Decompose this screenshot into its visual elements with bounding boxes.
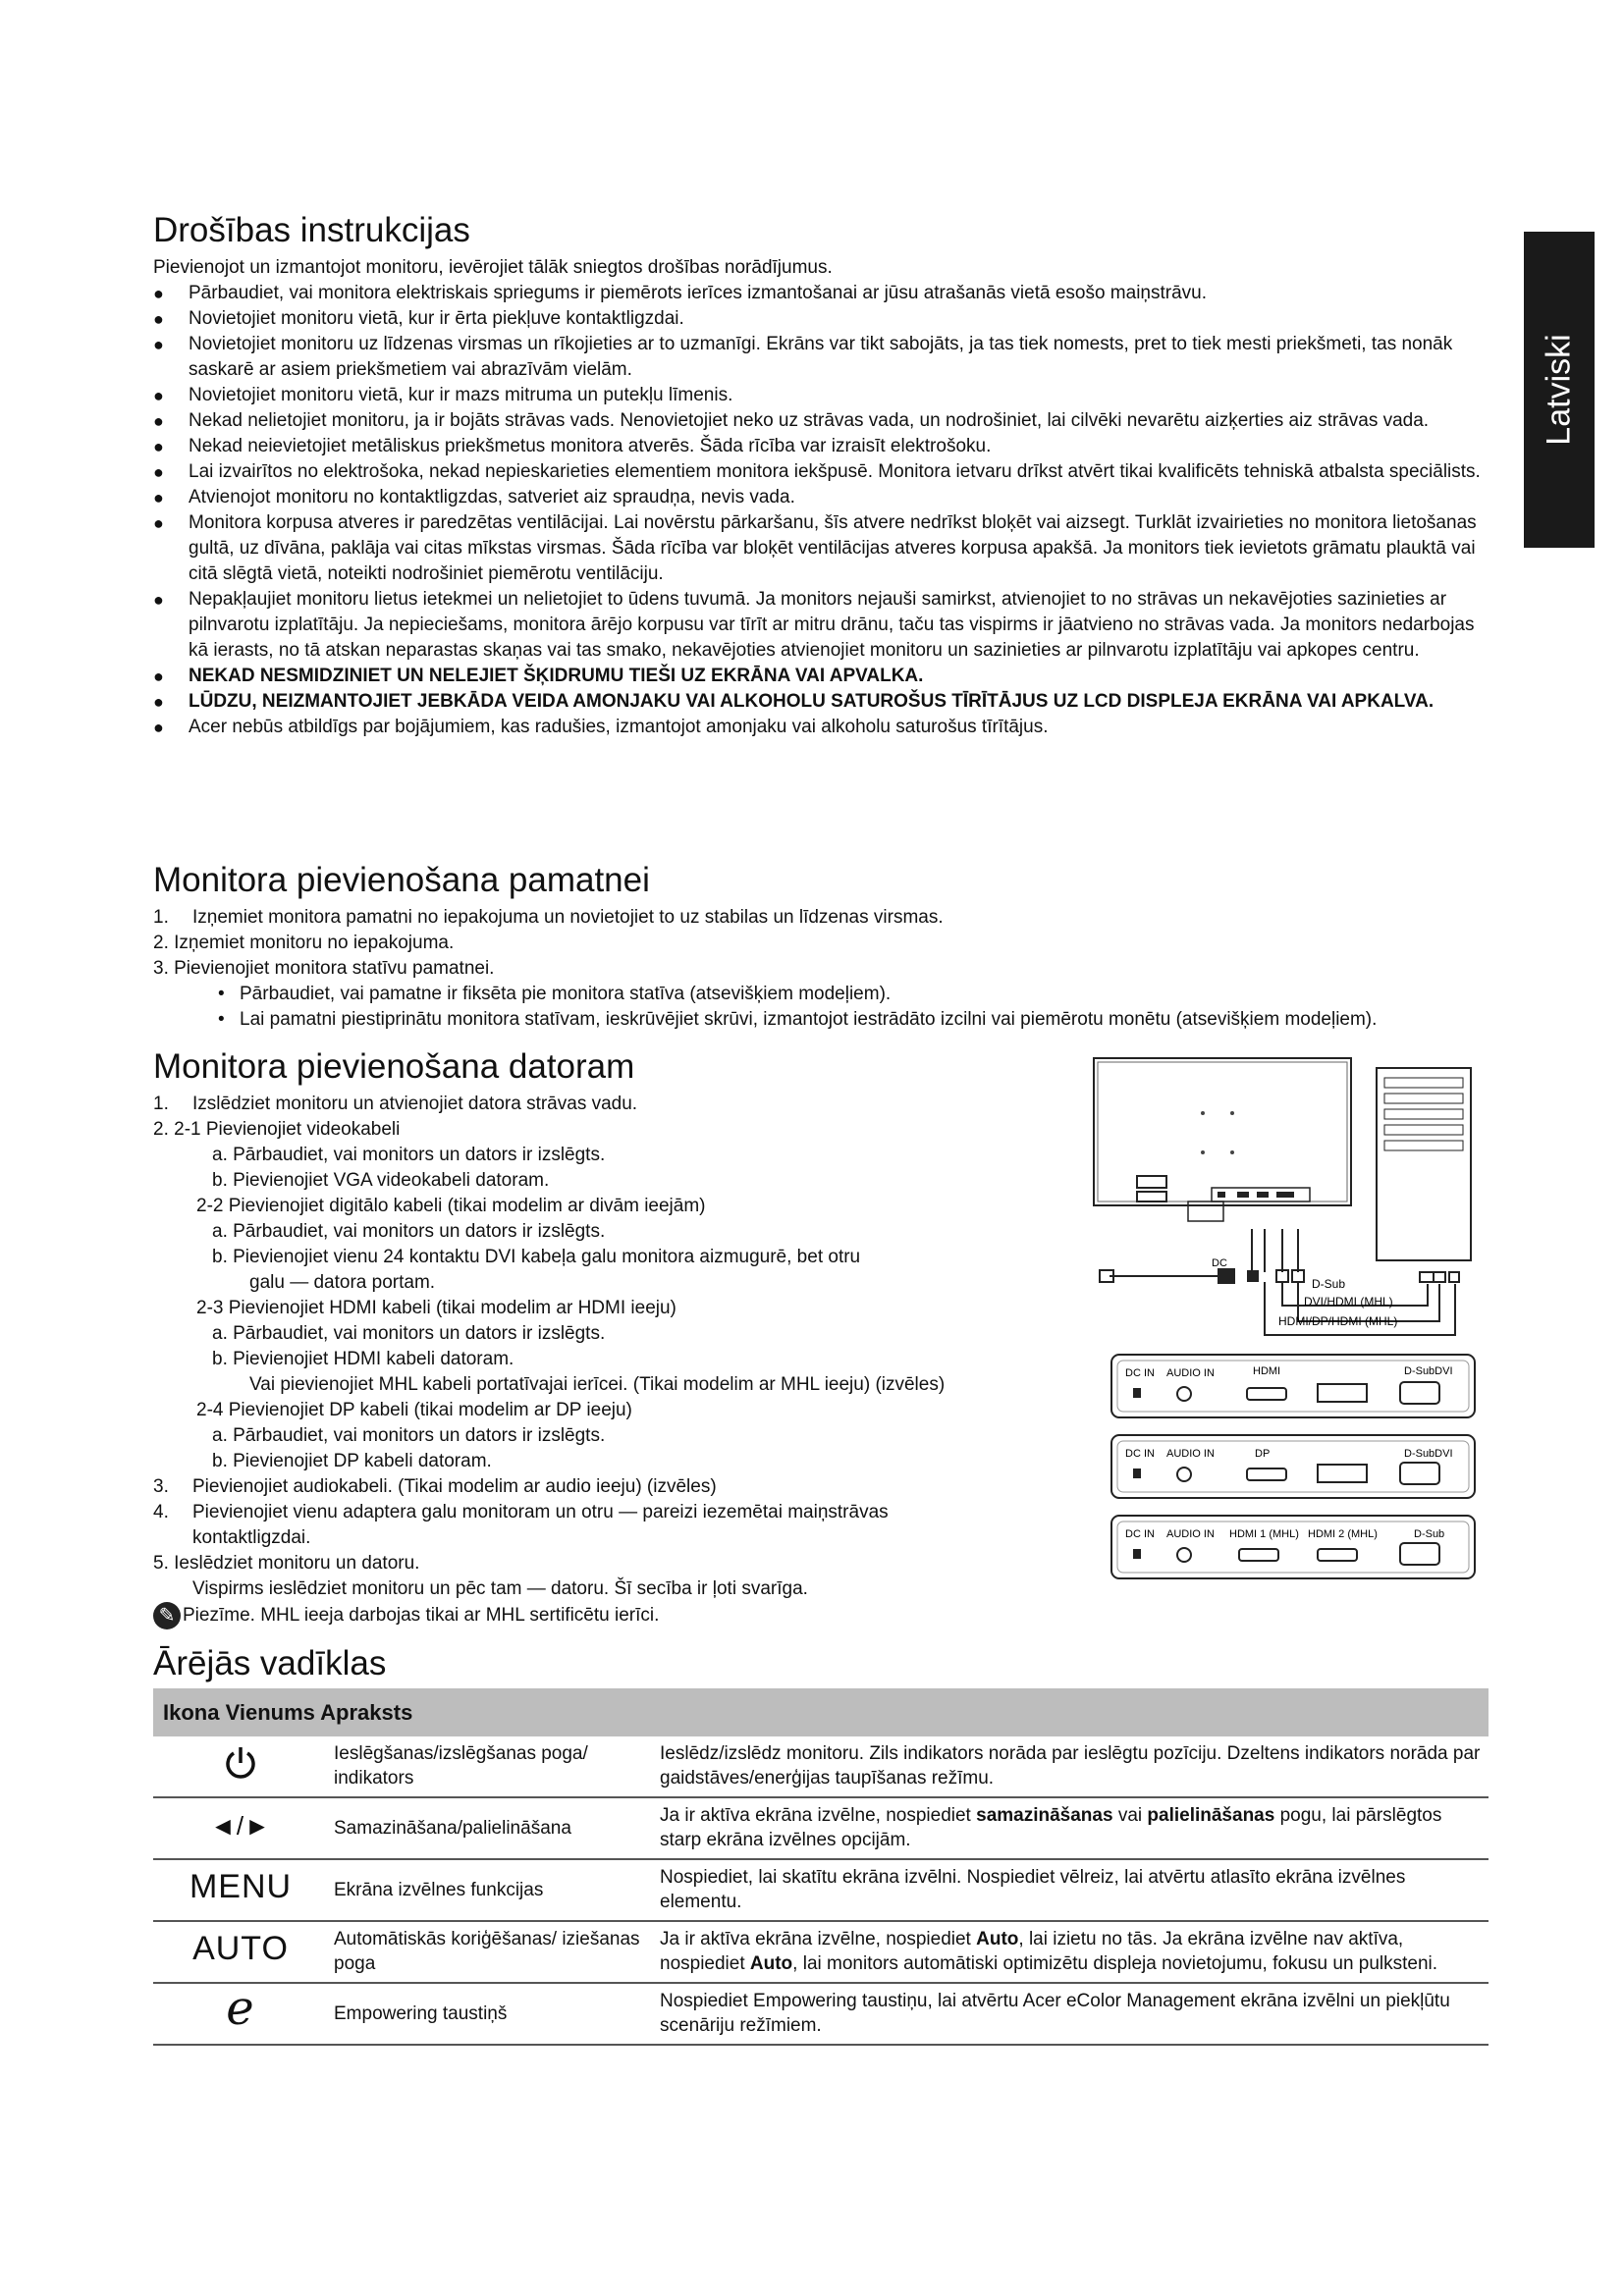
connect-step-line: 2. 2-1 Pievienojiet videokabeli [153, 1119, 401, 1140]
step-text: Pievienojiet audiokabeli. (Tikai modelim ar audio ieeju) (izvēles) [192, 1476, 717, 1497]
connect-step-line: Vai pievienojiet MHL kabeli portatīvajai ierīcei. (Tikai modelim ar MHL ieeju) (izvēles) [249, 1374, 946, 1395]
connect-step-line: a. Pārbaudiet, vai monitors un dators ir izslēgts. [212, 1145, 606, 1165]
table-row [153, 1859, 1489, 1921]
list-item: ● LŪDZU, NEIZMANTOJIET JEBKĀDA VEIDA AMONJAKU VAI ALKOHOLU SATUROŠUS TĪRĪTĀJUS UZ LCD DISPLEJA EKRĀNA VAI APKALVA. [153, 689, 1489, 715]
step-number: 1. [153, 907, 169, 928]
table-header: Ikona Vienums Apraksts [153, 1688, 1489, 1736]
step-text: Izņemiet monitora pamatni no iepakojuma un novietojiet to uz stabilas un līdzenas virsmas. [192, 907, 944, 928]
substep-text: Pārbaudiet, vai pamatne ir fiksēta pie monitora statīva (atsevišķiem modeļiem). [240, 984, 892, 1004]
table-row [153, 1983, 1489, 2045]
connect-step-line: a. Pārbaudiet, vai monitors un dators ir izslēgts. [212, 1323, 606, 1344]
table-row [153, 1797, 1489, 1859]
bullet-mark: • [218, 1009, 225, 1030]
item-label: Samazināšana/palielināšana [328, 1797, 654, 1859]
svg-text:HDMI/DP/HDMI (MHL): HDMI/DP/HDMI (MHL) [1278, 1314, 1398, 1328]
base-step-3: 3. Pievienojiet monitora statīvu pamatnei. [153, 958, 495, 979]
svg-text:D-SubDVI: D-SubDVI [1404, 1365, 1453, 1377]
safety-title: Drošības instrukcijas [153, 211, 470, 249]
step-text: Izslēdziet monitoru un atvienojiet datora strāvas vadu. [192, 1094, 638, 1114]
list-item: ● Monitora korpusa atveres ir paredzētas ventilācijai. Lai novērstu pārkaršanu, šīs atvere nedrīkst bloķēt vai aizsegt. Turklāt izvairieties no monitora lietošanas gultā, uz dīvāna, paklāja vai citas mīkstas virsmas. Šāda rīcība var bloķēt ventilācijas atveres korpusa apakšā. Ja monitors tiek ievietots grāmatu plauktā vai citā slēgtā vietā, noteikti nodrošiniet piemērotu ventilāciju. [153, 510, 1489, 587]
svg-text:DC IN: DC IN [1125, 1367, 1155, 1379]
connect-step-line: b. Pievienojiet DP kabeli datoram. [212, 1451, 492, 1471]
arrows-icon: ◄/► [153, 1797, 328, 1859]
table-row [153, 1736, 1489, 1797]
menu-icon: MENU [153, 1859, 328, 1921]
svg-text:AUDIO IN: AUDIO IN [1166, 1367, 1215, 1379]
list-item: ● Novietojiet monitoru vietā, kur ir ērta piekļuve kontaktligzdai. [153, 306, 1489, 332]
step-number: 1. [153, 1094, 169, 1114]
list-item: ● Novietojiet monitoru uz līdzenas virsmas un rīkojieties ar to uzmanīgi. Ekrāns var tikt sabojāts, ja tas tiek nomests, pret to tiek mesti priekšmeti, tas nonāk saskarē ar asiem priekšmetiem vai abrazīvām vielām. [153, 332, 1489, 383]
safety-section [153, 210, 1489, 740]
base-step-2: 2. Izņemiet monitoru no iepakojuma. [153, 933, 455, 953]
svg-text:DVI/HDMI (MHL): DVI/HDMI (MHL) [1304, 1295, 1393, 1308]
step-number: 3. [153, 1476, 169, 1497]
svg-text:D-Sub: D-Sub [1414, 1528, 1445, 1540]
table-row [153, 1921, 1489, 1983]
monitor-back-illustration [1094, 1058, 1351, 1221]
connect-step-line: 2-3 Pievienojiet HDMI kabeli (tikai modelim ar HDMI ieeju) [196, 1298, 677, 1318]
item-desc: Ja ir aktīva ekrāna izvēlne, nospiediet Auto, lai izietu no tās. Ja ekrāna izvēlne nav aktīva, nospiediet Auto, lai monitors automātiski optimizētu displeja novietojumu, fokusu un pulksteni. [654, 1921, 1489, 1983]
language-side-tab [1524, 232, 1595, 548]
svg-text:D-SubDVI: D-SubDVI [1404, 1448, 1453, 1460]
substep-text: Lai pamatni piestiprinātu monitora statīvam, ieskrūvējiet skrūvi, izmantojot iestrādāto izcilni vai piemērotu monētu (atsevišķiem modeļiem). [240, 1009, 1378, 1030]
connect-step-line: kontaktligzdai. [192, 1527, 311, 1548]
list-item: ● Pārbaudiet, vai monitora elektriskais spriegums ir piemērots ierīces izmantošanai ar jūsu atrašanās vietā esošo maiņstrāvu. [153, 281, 1489, 306]
svg-text:AUDIO IN: AUDIO IN [1166, 1528, 1215, 1540]
base-step-1 [153, 905, 1489, 931]
io-panel-dp [1111, 1435, 1475, 1498]
list-item: ● NEKAD NESMIDZINIET UN NELEJIET ŠĶIDRUMU TIEŠI UZ EKRĀNA VAI APVALKA. [153, 664, 1489, 689]
connect-step-line: b. Pievienojiet HDMI kabeli datoram. [212, 1349, 514, 1369]
controls-title: Ārējās vadīklas [153, 1644, 387, 1682]
item-label: Empowering taustiņš [328, 1983, 654, 2045]
io-panel-hdmi [1111, 1355, 1475, 1417]
svg-text:AUDIO IN: AUDIO IN [1166, 1448, 1215, 1460]
power-icon [153, 1736, 328, 1797]
connect-step-line: 2-2 Pievienojiet digitālo kabeli (tikai modelim ar divām ieejām) [196, 1196, 706, 1216]
item-desc: Nospiediet Empowering taustiņu, lai atvērtu Acer eColor Management ekrāna izvēlni un piekļūtu scenāriju režīmiem. [654, 1983, 1489, 2045]
connect-note [153, 1602, 1489, 1629]
connect-step-line: Vispirms ieslēdziet monitoru un pēc tam — datoru. Šī secība ir ļoti svarīga. [192, 1578, 808, 1599]
item-label: Automātiskās koriģēšanas/ iziešanas poga [328, 1921, 654, 1983]
base-title: Monitora pievienošana pamatnei [153, 861, 650, 899]
note-icon: ✎ [153, 1602, 181, 1629]
base-substep-1 [153, 982, 1489, 1007]
bullet-mark: • [218, 984, 225, 1004]
svg-text:D-Sub: D-Sub [1312, 1277, 1346, 1291]
step-number: 4. [153, 1502, 169, 1522]
item-desc: Ja ir aktīva ekrāna izvēlne, nospiediet samazināšanas vai palielināšanas pogu, lai pārslēgtos starp ekrāna izvēlnes opcijām. [654, 1797, 1489, 1859]
connect-step-line: galu — datora portam. [249, 1272, 436, 1293]
connect-step-line: 5. Ieslēdziet monitoru un datoru. [153, 1553, 420, 1574]
svg-text:DC IN: DC IN [1125, 1528, 1155, 1540]
svg-text:DC: DC [1212, 1257, 1227, 1269]
pc-tower-illustration [1377, 1068, 1471, 1260]
connect-step-line: b. Pievienojiet VGA videokabeli datoram. [212, 1170, 550, 1191]
svg-text:HDMI 1 (MHL): HDMI 1 (MHL) [1229, 1528, 1299, 1540]
list-item: ● Lai izvairītos no elektrošoka, nekad nepieskarieties elementiem monitora iekšpusē. Monitora ietvaru drīkst atvērt tikai kvalificēts tehniskā atbalsta speciālists. [153, 459, 1489, 485]
list-item: ● Nekad nelietojiet monitoru, ja ir bojāts strāvas vads. Nenovietojiet neko uz strāvas vada, un nodrošiniet, lai cilvēki nevarētu aizķerties aiz strāvas vada. [153, 408, 1489, 434]
auto-icon: AUTO [153, 1921, 328, 1983]
io-panel-mhl [1111, 1516, 1475, 1578]
item-desc: Nospiediet, lai skatītu ekrāna izvēlni. Nospiediet vēlreiz, lai atvērtu atlasīto ekrāna izvēlnes elementu. [654, 1859, 1489, 1921]
safety-list [153, 281, 1489, 740]
connection-diagram [1090, 1054, 1487, 1584]
item-desc: Ieslēdz/izslēdz monitoru. Zils indikators norāda par ieslēgtu pozīciju. Dzeltens indikators norāda par gaidstāves/enerģijas taupīšanas režīmu. [654, 1736, 1489, 1797]
empowering-icon: e [153, 1983, 328, 2045]
svg-text:DC IN: DC IN [1125, 1448, 1155, 1460]
list-item: ● Acer nebūs atbildīgs par bojājumiem, kas radušies, izmantojot amonjaku vai alkoholu saturošus tīrītājus. [153, 715, 1489, 740]
controls-section [153, 1643, 1489, 2046]
svg-text:HDMI: HDMI [1253, 1365, 1281, 1377]
base-substep-2 [153, 1007, 1489, 1033]
controls-table [153, 1688, 1489, 2046]
step-text: Pievienojiet vienu adaptera galu monitoram un otru — pareizi iezemētai maiņstrāvas [192, 1502, 889, 1522]
svg-text:DP: DP [1255, 1448, 1271, 1460]
item-label: Ieslēgšanas/izslēgšanas poga/ indikators [328, 1736, 654, 1797]
svg-text:HDMI 2 (MHL): HDMI 2 (MHL) [1308, 1528, 1378, 1540]
safety-intro: Pievienojot un izmantojot monitoru, ievērojiet tālāk sniegtos drošības norādījumus. [153, 257, 833, 278]
list-item: ● Novietojiet monitoru vietā, kur ir mazs mitruma un putekļu līmenis. [153, 383, 1489, 408]
base-section [153, 860, 1489, 1033]
language-tab-label: Latviski [1540, 334, 1578, 446]
connect-step-line: a. Pārbaudiet, vai monitors un dators ir izslēgts. [212, 1425, 606, 1446]
connect-step-line: a. Pārbaudiet, vai monitors un dators ir izslēgts. [212, 1221, 606, 1242]
item-label: Ekrāna izvēlnes funkcijas [328, 1859, 654, 1921]
connect-step-line: b. Pievienojiet vienu 24 kontaktu DVI kabeļa galu monitora aizmugurē, bet otru [212, 1247, 861, 1267]
connect-step-line: 2-4 Pievienojiet DP kabeli (tikai modelim ar DP ieeju) [196, 1400, 632, 1420]
list-item: ● Atvienojot monitoru no kontaktligzdas, satveriet aiz spraudņa, nevis vada. [153, 485, 1489, 510]
list-item: ● Nekad neievietojiet metāliskus priekšmetus monitora atverēs. Šāda rīcība var izraisīt elektrošoku. [153, 434, 1489, 459]
list-item: ● Nepakļaujiet monitoru lietus ietekmei un nelietojiet to ūdens tuvumā. Ja monitors nejauši samirkst, atvienojiet to no strāvas un nekavējoties sazinieties ar pilnvarotu izplatītāju. Ja nepieciešams, monitora ārējo korpusu var tīrīt ar mitru drānu, taču tas vispirms ir jāatvieno no strāvas vada. Ja monitors nedarbojas kā ierasts, no tā atskan neparastas skaņas vai tas smako, nekavējoties atvienojiet monitoru un sazinieties ar pilnvarotu izplatītāju vai apkopes centru. [153, 587, 1489, 664]
connect-title: Monitora pievienošana datoram [153, 1047, 635, 1086]
note-text: Piezīme. MHL ieeja darbojas tikai ar MHL sertificētu ierīci. [183, 1605, 660, 1627]
